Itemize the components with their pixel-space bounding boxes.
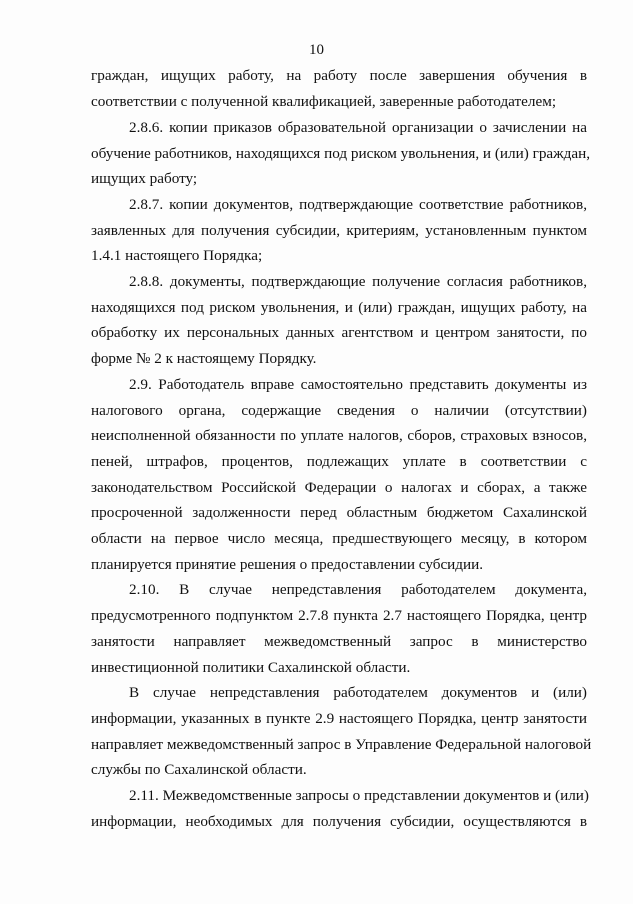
text-line: 2.9. Работодатель вправе самостоятельно представить документы из xyxy=(129,376,587,393)
text-line: ищущих работу; xyxy=(91,170,198,187)
text-line: информации, необходимых для получения субсидии, осуществляются в xyxy=(91,813,587,830)
text-line: предусмотренного подпунктом 2.7.8 пункта 2.7 настоящего Порядка, центр xyxy=(91,607,587,624)
text-line: службы по Сахалинской области. xyxy=(91,761,307,778)
text-line: обучение работников, находящихся под риском увольнения, и (или) граждан, xyxy=(91,145,591,162)
page-number: 10 xyxy=(309,42,324,58)
text-line: налогового органа, содержащие сведения о наличии (отсутствии) xyxy=(91,402,587,419)
text-line: пеней, штрафов, процентов, подлежащих уплате в соответствии с xyxy=(91,453,587,470)
text-line: 2.10. В случае непредставления работодателем документа, xyxy=(129,581,587,598)
text-line: находящихся под риском увольнения, и (или) граждан, ищущих работу, на xyxy=(91,299,587,316)
text-line: направляет межведомственный запрос в Управление Федеральной налоговой xyxy=(91,736,592,753)
text-line: обработку их персональных данных агентством и центром занятости, по xyxy=(91,324,587,341)
text-line: соответствии с полученной квалификацией, заверенные работодателем; xyxy=(91,93,557,110)
text-line: 2.8.8. документы, подтверждающие получение согласия работников, xyxy=(129,273,587,290)
text-line: информации, указанных в пункте 2.9 настоящего Порядка, центр занятости xyxy=(91,710,587,727)
text-line: законодательством Российской Федерации о налогах и сборах, а также xyxy=(91,479,587,496)
text-line: инвестиционной политики Сахалинской области. xyxy=(91,659,411,676)
text-line: 2.8.6. копии приказов образовательной организации о зачислении на xyxy=(129,119,587,136)
text-line: 2.11. Межведомственные запросы о представлении документов и (или) xyxy=(129,787,589,804)
text-line: граждан, ищущих работу, на работу после завершения обучения в xyxy=(91,67,587,84)
text-line: форме № 2 к настоящему Порядку. xyxy=(91,350,317,367)
text-line: занятости направляет межведомственный запрос в министерство xyxy=(91,633,587,650)
text-line: просроченной задолженности перед областным бюджетом Сахалинской xyxy=(91,504,587,521)
text-line: 2.8.7. копии документов, подтверждающие соответствие работников, xyxy=(129,196,587,213)
text-line: планируется принятие решения о предоставлении субсидии. xyxy=(91,556,484,573)
text-line: заявленных для получения субсидии, критериям, установленным пунктом xyxy=(91,222,587,239)
text-line: В случае непредставления работодателем документов и (или) xyxy=(129,684,587,701)
text-line: неисполненной обязанности по уплате налогов, сборов, страховых взносов, xyxy=(91,427,587,444)
text-line: 1.4.1 настоящего Порядка; xyxy=(91,247,263,264)
text-line: области на первое число месяца, предшествующего месяцу, в котором xyxy=(91,530,587,547)
